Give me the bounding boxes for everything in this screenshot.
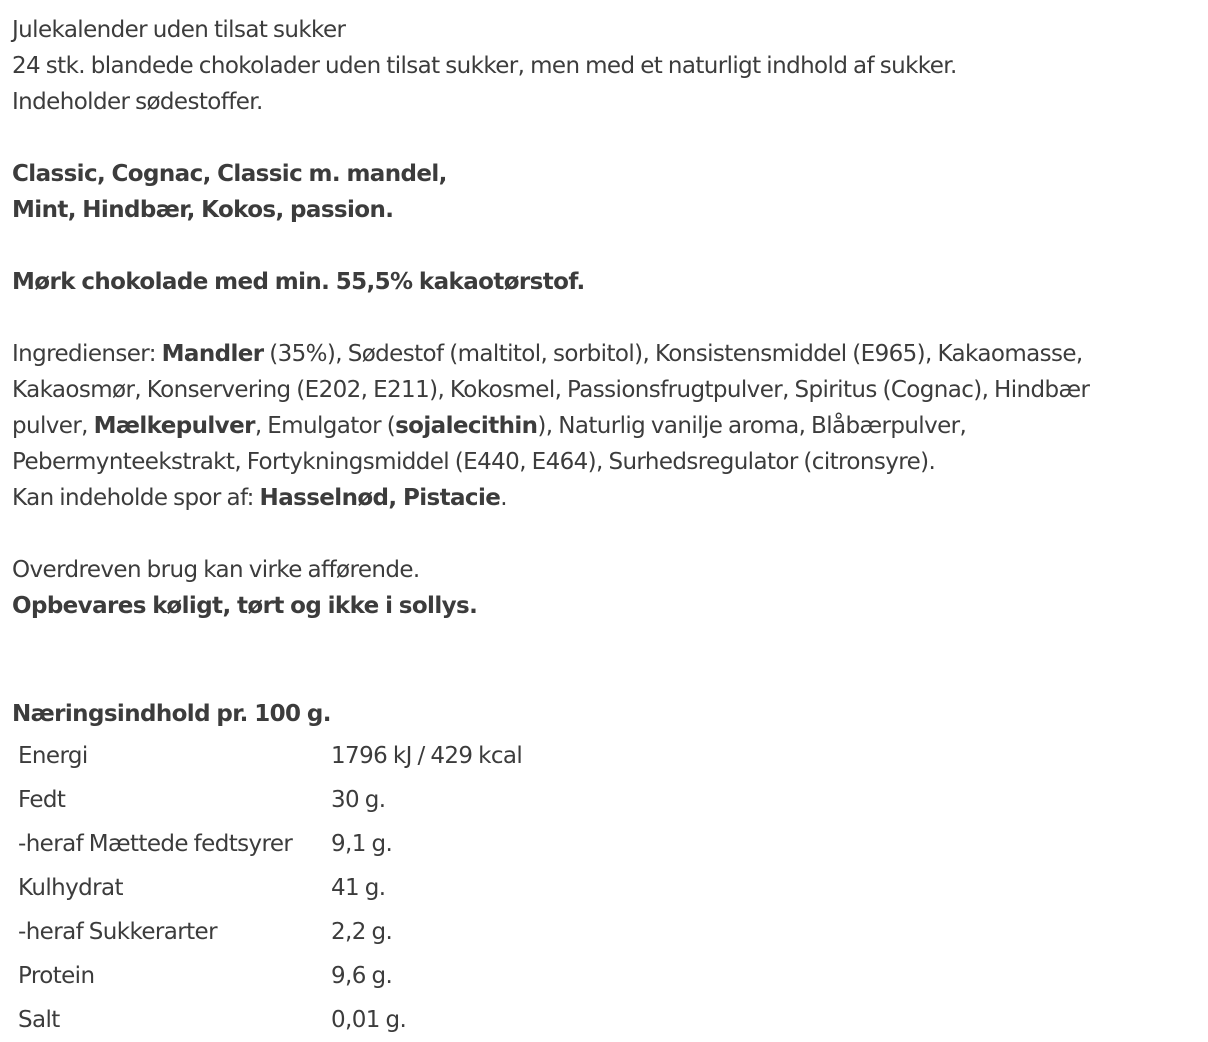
- nutrient-name: Energi: [18, 743, 88, 769]
- storage-note: Opbevares køligt, tørt og ikke i sollys.: [12, 593, 478, 619]
- spacer: [12, 516, 1208, 552]
- nutrient-name: -heraf Mættede fedtsyrer: [18, 831, 293, 857]
- chocolate-note: Mørk chokolade med min. 55,5% kakaotørstof.: [12, 269, 585, 295]
- nutrition-title: Næringsindhold pr. 100 g.: [12, 701, 331, 727]
- nutrient-value: 30 g.: [331, 787, 386, 813]
- nutrition-table: [14, 734, 526, 1042]
- product-description-text: 24 stk. blandede chokolader uden tilsat sukker, men med et naturligt indhold af sukker.: [12, 53, 957, 79]
- nutrient-value: 2,2 g.: [331, 919, 393, 945]
- table-row: [14, 910, 526, 954]
- nutrient-value: 9,6 g.: [331, 963, 393, 989]
- allergen-soy: sojalecithin: [395, 413, 538, 439]
- allergen-almonds: Mandler: [161, 341, 264, 367]
- product-description: [12, 12, 1208, 624]
- spacer: [12, 300, 1208, 336]
- traces-line: Kan indeholde spor af: Hasselnød, Pistacie.: [12, 485, 507, 511]
- table-row: [14, 734, 526, 778]
- table-row: [14, 866, 526, 910]
- flavors-line-1: Classic, Cognac, Classic m. mandel,: [12, 161, 447, 187]
- laxative-warning: Overdreven brug kan virke afførende.: [12, 557, 420, 583]
- spacer: [12, 228, 1208, 264]
- allergen-milk: Mælkepulver: [93, 413, 255, 439]
- nutrient-name: Fedt: [18, 787, 66, 813]
- nutrient-value: 9,1 g.: [331, 831, 393, 857]
- nutrient-value: 0,01 g.: [331, 1007, 407, 1033]
- ingredients-line-2: Kakaosmør, Konservering (E202, E211), Kokosmel, Passionsfrugtpulver, Spiritus (Cognac), Hindbær: [12, 377, 1090, 403]
- nutrient-name: Protein: [18, 963, 95, 989]
- ingredients-line-1: Ingredienser: Mandler (35%), Sødestof (maltitol, sorbitol), Konsistensmiddel (E965), Kakaomasse,: [12, 341, 1083, 367]
- nutrient-value: 1796 kJ / 429 kcal: [331, 743, 523, 769]
- table-row: [14, 954, 526, 998]
- nutrient-name: -heraf Sukkerarter: [18, 919, 217, 945]
- nutrient-value: 41 g.: [331, 875, 386, 901]
- traces-allergens: Hasselnød, Pistacie: [259, 485, 501, 511]
- spacer: [12, 120, 1208, 156]
- flavors-line-2: Mint, Hindbær, Kokos, passion.: [12, 197, 394, 223]
- ingredients-line-4: Pebermynteekstrakt, Fortykningsmiddel (E440, E464), Surhedsregulator (citronsyre).: [12, 449, 936, 475]
- nutrient-name: Salt: [18, 1007, 60, 1033]
- table-row: [14, 822, 526, 866]
- sweetener-note: Indeholder sødestoffer.: [12, 89, 263, 115]
- ingredients-line-3: pulver, Mælkepulver, Emulgator (sojalecithin), Naturlig vanilje aroma, Blåbærpulver,: [12, 413, 967, 439]
- table-row: [14, 778, 526, 822]
- nutrient-name: Kulhydrat: [18, 875, 123, 901]
- product-title: Julekalender uden tilsat sukker: [12, 17, 346, 43]
- table-row: [14, 998, 526, 1042]
